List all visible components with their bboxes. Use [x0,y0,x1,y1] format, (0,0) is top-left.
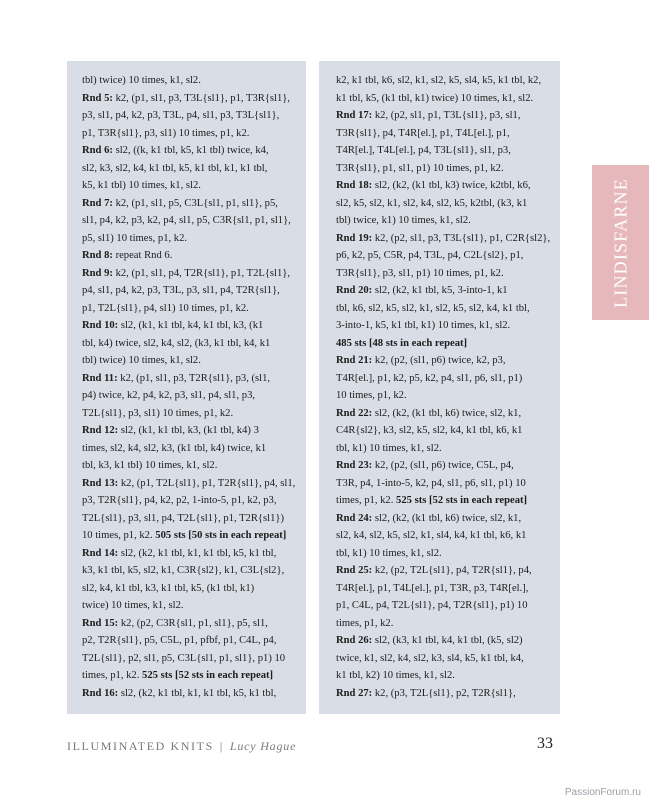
instruction-line [336,562,554,580]
round-label: Rnd 14: [82,547,119,559]
round-label: Rnd 18: [336,180,373,191]
running-footer [67,739,296,754]
instruction-text: p3, T2R{sl1}, p4, k2, p2, 1-into-5, p1, k2, p3, [82,495,277,506]
instruction-line [82,282,300,300]
instruction-line [82,352,300,370]
instruction-line [82,335,300,353]
instruction-line [82,545,300,563]
instruction-text: k2, (p2, C3R{sl1, p1, sl1}, p5, sl1, [118,617,268,629]
instruction-line [82,230,300,248]
round-label: Rnd 15: [82,617,119,629]
instruction-text: k2, (p1, sl1, p3, T3L{sl1}, p1, T3R{sl1}, [112,92,291,104]
instruction-line [82,195,300,213]
instruction-line [82,387,300,405]
instruction-text: k2, (p3, T2L{sl1}, p2, T2R{sl1}, [372,687,516,699]
instruction-text: k2, (p1, sl1, p4, T2R{sl1}, p1, T2L{sl1}, [112,267,291,279]
instruction-text: k3, k1 tbl, k5, sl2, k1, C3R{sl2}, k1, C3L{sl2}, [82,565,285,576]
instruction-line [82,212,300,230]
instruction-text: p6, k2, p5, C5R, p4, T3L, p4, C2L{sl2}, p1, [336,250,524,261]
round-label: Rnd 22: [336,407,373,419]
instruction-line [336,422,554,440]
instruction-text: k1 tbl, k5, (k1 tbl, k1) twice) 10 times, k1, sl2. [336,92,534,104]
instruction-text: sl2, k4, sl2, k5, sl2, k1, sl4, k4, k1 tbl, k6, k1 [336,530,527,541]
instruction-line [82,457,300,475]
instruction-line [336,177,554,195]
page-number: 33 [537,735,553,752]
instruction-text: sl2, k4, k1 tbl, k3, k1 tbl, k5, (k1 tbl, k1) [82,582,255,594]
chapter-side-tab-label: LINDISFARNE [610,177,630,308]
instruction-line [82,632,300,650]
instruction-text: k2, (p2, sl1, p1, T3L{sl1}, p3, sl1, [372,110,521,121]
instruction-line [336,527,554,545]
instruction-line [336,545,554,563]
right-instructions-column [336,72,554,702]
instruction-text: k5, k1 tbl) 10 times, k1, sl2. [82,180,201,191]
instruction-text: p1, C4L, p4, T2L{sl1}, p4, T2R{sl1}, p1) 10 [336,600,528,611]
instruction-line [82,597,300,615]
instruction-text: T2L{sl1}, p3, sl1) 10 times, p1, k2. [82,407,234,419]
instruction-text: p2, T2R{sl1}, p5, C5L, p1, pfbf, p1, C4L, p4, [82,635,277,646]
instruction-text: tbl) twice) 10 times, k1, sl2. [82,75,201,86]
round-label: Rnd 23: [336,460,373,471]
instruction-text: p4, sl1, p4, k2, p3, T3L, p3, sl1, p4, T2R{sl1}, [82,285,280,296]
instruction-line [336,335,554,353]
instruction-text: sl2, (k1, k1 tbl, k3, (k1 tbl, k4) 3 [118,425,259,436]
instruction-line [336,195,554,213]
stitch-count: 525 sts [52 sts in each repeat] [142,670,274,681]
instruction-line [336,142,554,160]
round-label: Rnd 21: [336,355,373,366]
instruction-line [82,650,300,668]
instruction-text: tbl, k6, sl2, k5, sl2, k1, sl2, k5, sl2, k4, k1 tbl, [336,302,530,314]
instruction-text: sl2, (k2, k1 tbl, k1, k1 tbl, k5, k1 tbl, [118,687,277,699]
instruction-text: k2, (p1, sl1, p5, C3L{sl1, p1, sl1}, p5, [112,197,278,209]
instruction-line [82,160,300,178]
instruction-line [82,72,300,90]
instruction-line [336,650,554,668]
author-name: Lucy Hague [229,739,297,753]
stitch-count: 505 sts [50 sts in each repeat] [155,530,287,541]
instruction-text: times, sl2, k4, sl2, k3, (k1 tbl, k4) twice, k1 [82,442,267,454]
instruction-line [82,580,300,598]
instruction-text: sl2, (k2, (k1 tbl, k3) twice, k2tbl, k6, [372,180,531,191]
instruction-text: sl2, (k2, k1 tbl, k1, k1 tbl, k5, k1 tbl, [118,547,277,559]
round-label: Rnd 20: [336,285,373,296]
stitch-count: [48 sts in each repeat] [368,337,468,349]
instruction-line [336,615,554,633]
instruction-line [82,142,300,160]
instruction-line [336,212,554,230]
instruction-text: T2L{sl1}, p3, sl1, p4, T2L{sl1}, p1, T2R{sl1}) [82,512,284,524]
instruction-text: T4R[el.], p1, k2, p5, k2, p4, sl1, p6, sl1, p1) [336,372,523,384]
instruction-text: k2, (p1, sl1, p3, T2R{sl1}, p3, (sl1, [117,372,271,384]
instruction-text: T2L{sl1}, p2, sl1, p5, C3L{sl1, p1, sl1}, p1) 10 [82,652,286,664]
instruction-text: sl2, (k1, k1 tbl, k4, k1 tbl, k3, (k1 [118,320,264,331]
instruction-text: sl2, ((k, k1 tbl, k5, k1 tbl) twice, k4, [112,145,269,156]
instruction-line [82,562,300,580]
instruction-text: tbl, k3, k1 tbl) 10 times, k1, sl2. [82,460,218,471]
instruction-text: tbl) twice, k1) 10 times, k1, sl2. [336,215,471,226]
instruction-line [82,685,300,703]
instruction-text: k2, (p2, T2L{sl1}, p4, T2R{sl1}, p4, [372,565,532,576]
round-label: Rnd 5: [82,92,113,104]
instruction-line [336,457,554,475]
instruction-text: 3-into-1, k5, k1 tbl, k1) 10 times, k1, sl2. [336,320,511,331]
instruction-text: k2, (p2, (sl1, p6) twice, C5L, p4, [372,460,514,471]
instruction-text: sl2, (k2, (k1 tbl, k6) twice, sl2, k1, [372,407,522,419]
instruction-line [82,370,300,388]
round-label: Rnd 8: [82,250,113,261]
instruction-text: k2, (p2, (sl1, p6) twice, k2, p3, [372,355,506,366]
stitch-count: 525 sts [52 sts in each repeat] [396,495,528,506]
instruction-line [336,107,554,125]
instruction-line [82,177,300,195]
round-label: Rnd 11: [82,372,118,384]
instruction-text: sl1, p4, k2, p3, k2, p4, sl1, p5, C3R{sl1, p1, sl1}, [82,215,291,226]
instruction-text: p5, sl1) 10 times, p1, k2. [82,232,188,244]
instruction-text: p3, sl1, p4, k2, p3, T3L, p4, sl1, p3, T3L{sl1}, [82,110,280,121]
instruction-line [82,667,300,685]
instruction-line [336,300,554,318]
instruction-line [82,475,300,493]
instruction-line [336,125,554,143]
instruction-line [82,247,300,265]
instruction-text: sl2, k3, sl2, k4, k1 tbl, k5, k1 tbl, k1, k1 tbl, [82,162,268,174]
instruction-text: tbl, k1) 10 times, k1, sl2. [336,547,442,559]
instruction-text: T3R{sl1}, p1, sl1, p1) 10 times, p1, k2. [336,162,504,174]
instruction-line [336,282,554,300]
round-label: Rnd 7: [82,197,113,209]
instruction-line [82,125,300,143]
round-label: Rnd 17: [336,110,373,121]
round-label: Rnd 25: [336,565,373,576]
round-label: Rnd 10: [82,320,119,331]
instruction-text: 10 times, p1, k2. [336,390,407,401]
round-label: Rnd 13: [82,477,119,489]
instruction-text: twice, k1, sl2, k4, sl2, k3, sl4, k5, k1 tbl, k4, [336,652,524,664]
instruction-text: 10 times, p1, k2. [82,530,156,541]
instruction-line [82,510,300,528]
round-label: Rnd 19: [336,232,373,244]
instruction-line [336,475,554,493]
instruction-text: times, p1, k2. [336,617,394,629]
left-instructions-panel [67,61,306,714]
instruction-line [336,632,554,650]
round-label: Rnd 27: [336,687,373,699]
instruction-line [336,90,554,108]
instruction-line [336,230,554,248]
instruction-line [336,265,554,283]
instruction-line [336,387,554,405]
instruction-text: T3R, p4, 1-into-5, k2, p4, sl1, p6, sl1, p1) 10 [336,477,526,489]
instruction-text: sl2, (k3, k1 tbl, k4, k1 tbl, (k5, sl2) [372,635,523,646]
instruction-line [82,107,300,125]
instruction-text: tbl) twice) 10 times, k1, sl2. [82,355,201,366]
instruction-text: tbl, k4) twice, sl2, k4, sl2, (k3, k1 tbl, k4, k1 [82,337,271,349]
instruction-line [82,615,300,633]
instruction-line [336,685,554,703]
instruction-text: sl2, (k2, k1 tbl, k5, 3-into-1, k1 [372,285,508,296]
instruction-text: T4R[el.], p1, T4L[el.], p1, T3R, p3, T4R[el.], [336,582,529,594]
instruction-text: k2, k1 tbl, k6, sl2, k1, sl2, k5, sl4, k5, k1 tbl, k2, [336,75,542,86]
instruction-text: times, p1, k2. [82,670,143,681]
round-label: Rnd 12: [82,425,119,436]
round-label: Rnd 6: [82,145,113,156]
instruction-text: T4R[el.], T4L[el.], p4, T3L{sl1}, sl1, p3, [336,145,511,156]
instruction-line [336,667,554,685]
instruction-line [82,492,300,510]
left-instructions-column [82,72,300,702]
instruction-line [82,440,300,458]
instruction-line [82,405,300,423]
instruction-line [336,317,554,335]
instruction-text: sl2, (k2, (k1 tbl, k6) twice, sl2, k1, [372,512,522,524]
instruction-line [336,597,554,615]
footer-separator: | [219,739,224,753]
instruction-text: T3R{sl1}, p3, sl1, p1) 10 times, p1, k2. [336,267,504,279]
instruction-text: sl2, k5, sl2, k1, sl2, k4, sl2, k5, k2tbl, (k3, k1 [336,197,528,209]
instruction-line [336,492,554,510]
instruction-line [336,352,554,370]
instruction-line [336,440,554,458]
book-title: ILLUMINATED KNITS [67,739,214,753]
chapter-side-tab [592,165,649,320]
instruction-text: times, p1, k2. [336,495,397,506]
instruction-text: k1 tbl, k2) 10 times, k1, sl2. [336,670,455,681]
round-label: 485 sts [336,337,367,349]
site-watermark: PassionForum.ru [564,787,641,798]
right-instructions-panel [319,61,560,714]
instruction-text: tbl, k1) 10 times, k1, sl2. [336,442,442,454]
instruction-text: p1, T3R{sl1}, p3, sl1) 10 times, p1, k2. [82,127,250,139]
instruction-line [82,317,300,335]
round-label: Rnd 24: [336,512,373,524]
instruction-text: p1, T2L{sl1}, p4, sl1) 10 times, p1, k2. [82,302,249,314]
instruction-text: repeat Rnd 6. [112,250,173,261]
instruction-text: T3R{sl1}, p4, T4R[el.], p1, T4L[el.], p1, [336,127,510,139]
instruction-text: p4) twice, k2, p4, k2, p3, sl1, p4, sl1, p3, [82,390,256,401]
instruction-text: k2, (p2, sl1, p3, T3L{sl1}, p1, C2R{sl2}, [372,232,551,244]
instruction-line [336,160,554,178]
instruction-line [82,300,300,318]
round-label: Rnd 9: [82,267,113,279]
instruction-line [82,265,300,283]
round-label: Rnd 26: [336,635,373,646]
instruction-line [336,405,554,423]
instruction-text: twice) 10 times, k1, sl2. [82,600,184,611]
instruction-line [336,72,554,90]
instruction-line [336,510,554,528]
instruction-line [336,370,554,388]
instruction-text: C4R{sl2}, k3, sl2, k5, sl2, k4, k1 tbl, k6, k1 [336,425,523,436]
instruction-line [82,90,300,108]
instruction-text: k2, (p1, T2L{sl1}, p1, T2R{sl1}, p4, sl1, [118,477,296,489]
instruction-line [336,247,554,265]
instruction-line [82,527,300,545]
instruction-line [82,422,300,440]
instruction-line [336,580,554,598]
round-label: Rnd 16: [82,687,119,699]
